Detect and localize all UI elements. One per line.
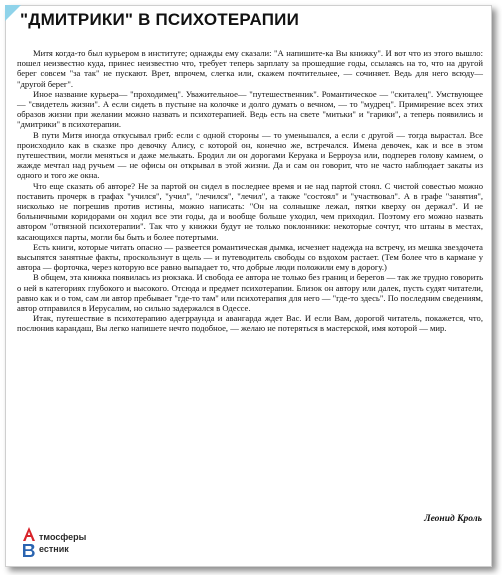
article-paragraph: Митя когда-то был курьером в институте; однажды ему сказали: "А напишите-ка Вы книжку". И вот что из этого вышло: пошел неизвестно куда, принес неизвестно что, требует теперь зарплату за прошедшие годы, ссылаясь на то, что на другой берег совсем "за так" не пускают. Врет, впрочем, слегка или, скажем почтительнее, — сочиняет. Ведь для него всюду— "другой берег". bbox=[17, 48, 483, 89]
article-paragraph: В общем, эта книжка появилась из рюкзака. И свобода ее автора не только без границ и берегов — так же трудно говорить о ней в категориях глубокого и высокого. Отсюда и предмет психотерапии. Близок он автору или далек, пусть судят читатели, равно как и о том, сам ли автор пребывает "где-то там" или психотерапия для него — "где-то здесь". По последним сведениям, автор отправился в Иерусалим, но сильно задержался в Одессе. bbox=[17, 272, 483, 314]
logo-text-line2: естник bbox=[39, 544, 69, 554]
page-corner-fold-icon bbox=[5, 5, 21, 21]
article-title: "ДМИТРИКИ" В ПСИХОТЕРАПИИ bbox=[20, 10, 299, 29]
article-paragraph: В пути Митя иногда откусывал гриб: если с одной стороны — то уменьшался, а если с другой — тогда вырастал. Все происходило как в сказке про девочку Алису, с которой он, конечно же, встречался. Имена девочек, как и все в этом путешествии, могли меняться и даже мелькать. Бродил ли он дорогами Керуака и Берроуза или, подперев голову камнем, о жажде мечтал над ручьем — не офисы он открывал в этой жизни. Да и сам он говорит, что не часто наблюдает закаты из одного и того же окна. bbox=[17, 129, 483, 181]
article-author: Леонид Кроль bbox=[424, 514, 482, 524]
article-body bbox=[17, 48, 483, 334]
article-paragraph: Иное название курьера— "проходимец". Уважительное— "путешественник". Романтическое — "скиталец". Умствующее — "свидетель жизни". А если сидеть в пустыне на колочке и долго думать о вечном, — то "мудрец". Примирение всех этих образов жизни при желании можно назвать и психотерапией. Ведь есть на свете "митьки" и "гарики", а теперь появились и "дмитрики" в психотерапии. bbox=[17, 88, 483, 130]
article-paragraph: Что еще сказать об авторе? Не за партой он сидел в последнее время и не над партой стоял. С чистой совестью можно поставить прочерк в графах "учился", "учил", "лечился", "лечил", а также "состоял" и "участвовал". А в графе "занятия", нисколько не погрешив против истины, можно написать: "Он на солнышке лежал, пятки кверху он держал". И не больничными коридорами он ходил все эти годы, да и вообще больше уходил, чем приходил. Поэтому его можно назвать автором "отвязной психотерапии". Так что у книжки будут не только поклонники: некоторые сочтут, что штаны в местах, касающихся парты, могли бы быть и более потертыми. bbox=[17, 180, 483, 242]
logo-text-line1: тмосферы bbox=[39, 532, 87, 542]
article-paragraph: Итак, путешествие в психотерапию адегрраунда и авангарда ждет Вас. И если Вам, дорогой читатель, покажется, что, послюнив карандаш, Вы легко напишете нечто подобное, — желаю не потеряться в мастерской, имя которой — мир. bbox=[17, 313, 483, 334]
publisher-logo bbox=[22, 526, 102, 560]
article-paragraph: Есть книги, которые читать опасно — развеется романтическая дымка, исчезнет надежда на встречу, из мешка звездочета высыпятся занятные факты, проскользнут в щель — и путеводитель свободы со вздохом растает. (Тем более что в кармане у автора — форточка, через которую все равно выпадает то, что добрые люди положили ему в дорогу.) bbox=[17, 241, 483, 273]
